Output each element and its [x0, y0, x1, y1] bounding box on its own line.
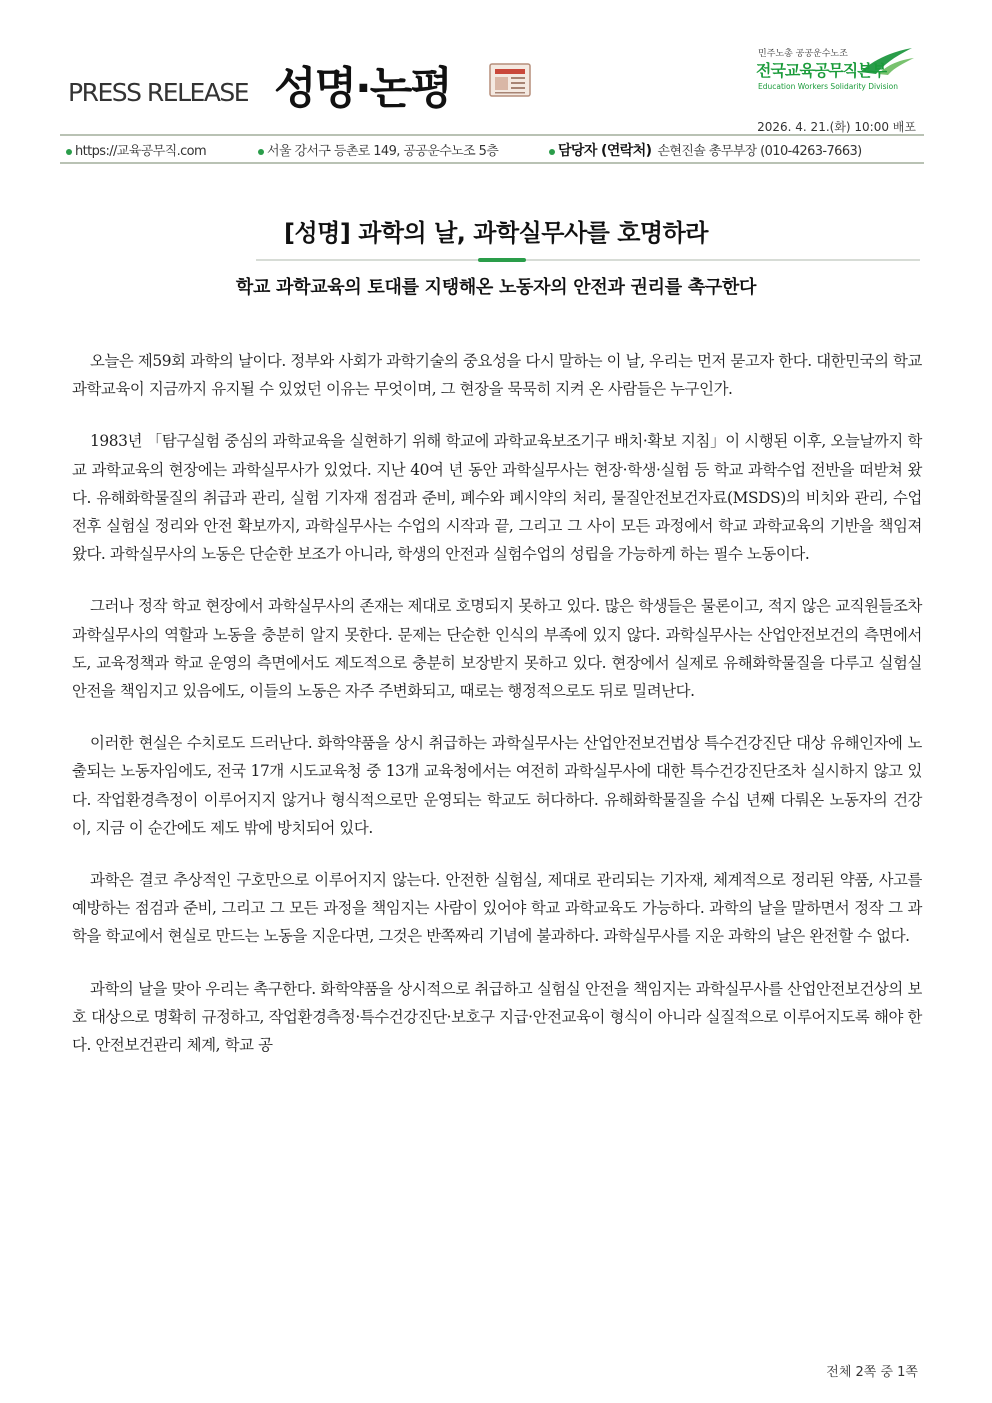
body-paragraph: 1983년 「탐구실험 중심의 과학교육을 실현하기 위해 학교에 과학교육보조기구 배치·확보 지침」이 시행된 이후, 오늘날까지 학교 과학교육의 현장에는 과학실무사가 있었다. 지난 40여 년 동안 과학실무사는 현장·학생·실험 등 학교 과학수업 전반을 떠받쳐 왔다. 유해화학물질의 취급과 관리, 실험 기자재 점검과 준비, 폐수와 폐시약의 처리, 물질안전보건자료(MSDS)의 비치와 관리, 수업 전후 실험실 정리와 안전 확보까지, 과학실무사는 수업의 시작과 끝, 그리고 그 사이 모든 과정에서 학교 과학교육의 기반을 책임져 왔다. 과학실무사의 노동은 단순한 보조가 아니라, 학생의 안전과 실험수업의 성립을 가능하게 하는 필수 노동이다. [72, 432, 922, 564]
contact-label: 담당자 (연락처) [558, 143, 652, 159]
address-text: 서울 강서구 등촌로 149, 공공운수노조 5층 [267, 144, 499, 159]
contact-info [549, 140, 862, 160]
website-info[interactable] [66, 140, 206, 159]
press-release-label: PRESS RELEASE [68, 78, 249, 107]
body-paragraph: 과학의 날을 맞아 우리는 촉구한다. 화학약품을 상시적으로 취급하고 실험실 안전을 책임지는 과학실무사를 산업안전보건상의 보호 대상으로 명확히 규정하고, 작업환경측정·특수건강진단·보호구 지급·안전교육이 형식이 아니라 실질적으로 이루어지도록 해야 한다. 안전보건관리 체계, 학교 공 [72, 979, 922, 1055]
address-info [258, 140, 498, 159]
page-counter: 전체 2쪽 중 1쪽 [826, 1365, 918, 1380]
header-divider-bottom [60, 162, 924, 164]
bullet-dot-icon [66, 149, 72, 155]
bullet-dot-icon [258, 149, 264, 155]
doc-type-title: 성명·논평 [274, 63, 451, 114]
org-logo [756, 46, 916, 106]
website-link[interactable]: https://교육공무직.com [75, 144, 207, 159]
statement-title: [성명] 과학의 날, 과학실무사를 호명하라 [284, 219, 708, 247]
body-paragraph: 이러한 현실은 수치로도 드러난다. 화학약품을 상시 취급하는 과학실무사는 산업안전보건법상 특수건강진단 대상 유해인자에 노출되는 노동자임에도, 전국 17개 시도교육청 중 13개 교육청에서는 여전히 과학실무사에 대한 특수건강진단조차 실시하지 않고 있다. 작업환경측정이 이루어지지 않거나 형식적으로만 운영되는 학교도 허다하다. 유해화학물질을 수십 년째 다뤄온 노동자의 건강이, 지금 이 순간에도 제도 밖에 방치되어 있다. [72, 734, 922, 837]
release-date: 2026. 4. 21.(화) 10:00 배포 [757, 120, 916, 134]
title-underline [256, 259, 920, 261]
header-divider-top [60, 134, 924, 136]
newspaper-icon [486, 60, 534, 100]
statement-subtitle: 학교 과학교육의 토대를 지탱해온 노동자의 안전과 권리를 촉구한다 [235, 277, 757, 298]
body-paragraph: 과학은 결코 추상적인 구호만으로 이루어지지 않는다. 안전한 실험실, 제대로 관리되는 기자재, 체계적으로 정리된 약품, 사고를 예방하는 점검과 준비, 그리고 그 모든 과정을 책임지는 사람이 있어야 학교 과학교육도 가능하다. 과학의 날을 말하면서 정작 그 과학을 학교에서 현실로 만드는 노동을 지운다면, 그것은 반쪽짜리 기념에 불과하다. 과학실무사를 지운 과학의 날은 완전할 수 없다. [72, 871, 922, 946]
body-paragraph: 오늘은 제59회 과학의 날이다. 정부와 사회가 과학기술의 중요성을 다시 말하는 이 날, 우리는 먼저 묻고자 한다. 대한민국의 학교 과학교육이 지금까지 유지될 수 있었던 이유는 무엇이며, 그 현장을 묵묵히 지켜 온 사람들은 누구인가. [72, 352, 922, 399]
contact-value: 손현진솔 총무부장 (010-4263-7663) [657, 144, 862, 159]
logo-english-name: Education Workers Solidarity Division [758, 82, 898, 91]
logo-union-name: 민주노총 공공운수노조 [758, 49, 848, 59]
bullet-dot-icon [549, 149, 555, 155]
body-paragraph: 그러나 정작 학교 현장에서 과학실무사의 존재는 제대로 호명되지 못하고 있다. 많은 학생들은 물론이고, 적지 않은 교직원들조차 과학실무사의 역할과 노동을 충분히 알지 못한다. 문제는 단순한 인식의 부족에 있지 않다. 과학실무사는 산업안전보건의 측면에서도, 교육정책과 학교 운영의 측면에서도 제도적으로 충분히 보장받지 못하고 있다. 현장에서 실제로 유해화학물질을 다루고 실험실 안전을 책임지고 있음에도, 이들의 노동은 자주 주변화되고, 때로는 행정적으로도 뒤로 밀려난다. [72, 597, 922, 701]
logo-org-name: 전국교육공무직본부 [756, 61, 887, 80]
statement-body [72, 347, 922, 1083]
title-underline-accent [478, 258, 526, 262]
press-header [0, 0, 992, 170]
